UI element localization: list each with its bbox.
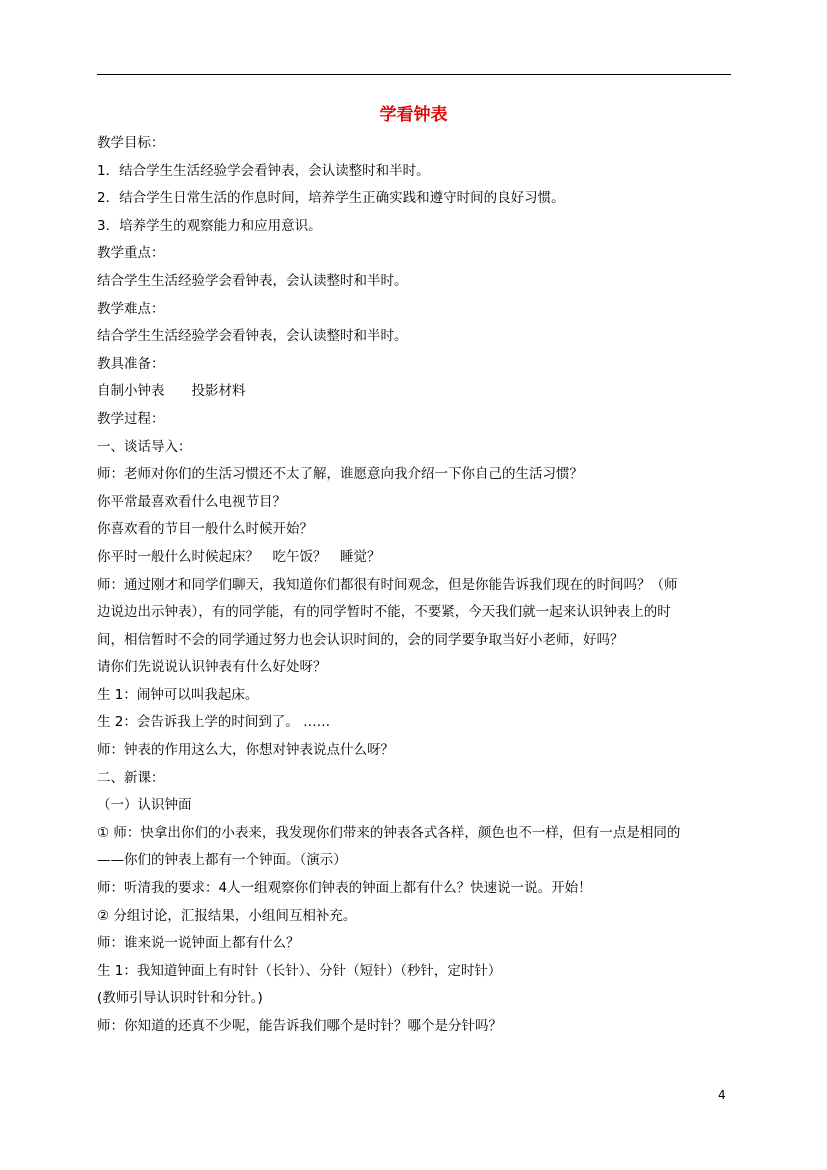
text-line: ② 分组讨论，汇报结果，小组间互相补充。 [97, 907, 357, 924]
text-line: 边说边出示钟表），有的同学能，有的同学暂时不能，不要紧，今天我们就一起来认识钟表上的时 [97, 604, 671, 621]
text-line: 结合学生生活经验学会看钟表，会认读整时和半时。 [97, 272, 408, 289]
text-line: 师：钟表的作用这么大，你想对钟表说点什么呀？ [97, 742, 394, 759]
text-line: 1．结合学生生活经验学会看钟表，会认读整时和半时。 [97, 162, 430, 179]
text-line: 结合学生生活经验学会看钟表，会认读整时和半时。 [97, 328, 408, 345]
header-rule [97, 74, 731, 75]
document-title: 学看钟表 [379, 105, 448, 125]
text-line: 2．结合学生日常生活的作息时间，培养学生正确实践和遵守时间的良好习惯。 [97, 190, 565, 207]
text-line: 教学重点： [97, 245, 165, 262]
text-line: 二、新课： [97, 769, 165, 786]
page-number: 4 [718, 1088, 726, 1102]
text-line: 生 2：会告诉我上学的时间到了。 …… [97, 714, 331, 731]
text-line: (教师引导认识时针和分针。) [97, 990, 263, 1007]
text-line: 师：老师对你们的生活习惯还不太了解，谁愿意向我介绍一下你自己的生活习惯？ [97, 466, 583, 483]
text-line: 你喜欢看的节目一般什么时候开始？ [97, 521, 313, 538]
text-line: ① 师：快拿出你们的小表来，我发现你们带来的钟表各式各样，颜色也不一样，但有一点是相同的 [97, 824, 681, 841]
text-line: 3．培养学生的观察能力和应用意识。 [97, 217, 322, 234]
text-line: 师：你知道的还真不少呢，能告诉我们哪个是时针？哪个是分针吗？ [97, 1018, 502, 1034]
text-line: 你平常最喜欢看什么电视节目？ [97, 493, 286, 510]
text-line: 教学过程： [97, 410, 165, 427]
document-body [97, 130, 737, 1041]
text-line: 师：谁来说一说钟面上都有什么？ [97, 935, 300, 952]
text-line: 生 1：闹钟可以叫我起床。 [97, 686, 259, 703]
text-line: （一）认识钟面 [97, 797, 192, 814]
text-line: 师：听清我的要求：4人一组观察你们钟表的钟面上都有什么？快速说一说。开始！ [97, 880, 592, 897]
text-line: 教具准备： [97, 355, 165, 372]
text-line: 自制小钟表 投影材料 [97, 383, 246, 400]
text-line: 师：通过刚才和同学们聊天，我知道你们都很有时间观念，但是你能告诉我们现在的时间吗？（师 [97, 576, 678, 593]
text-line: ——你们的钟表上都有一个钟面。（演示） [97, 852, 347, 869]
text-line: 请你们先说说认识钟表有什么好处呀？ [97, 659, 327, 676]
text-line: 教学目标： [97, 135, 165, 151]
text-line: 教学难点： [97, 300, 165, 317]
text-line: 一、谈话导入： [97, 438, 192, 455]
text-line: 你平时一般什么时候起床？ 吃午饭？ 睡觉？ [97, 548, 381, 565]
text-line: 间，相信暂时不会的同学通过努力也会认识时间的，会的同学要争取当好小老师，好吗？ [97, 631, 624, 648]
text-line: 生 1：我知道钟面上有时针（长针）、分针（短针）（秒针，定时针） [97, 962, 502, 979]
